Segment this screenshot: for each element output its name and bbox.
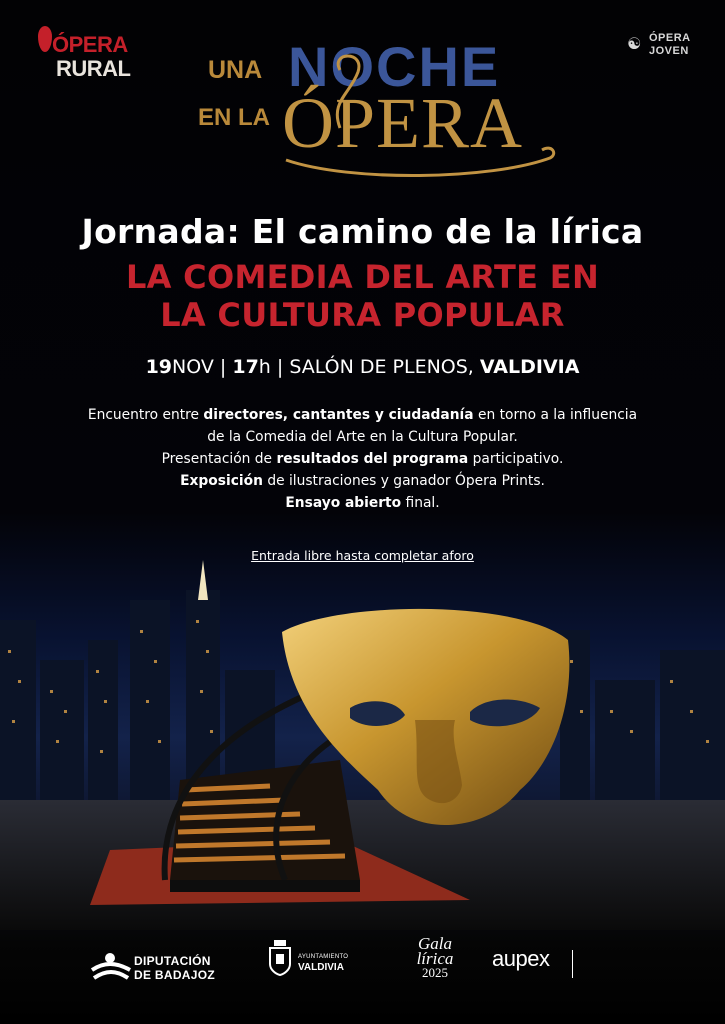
opera-joven-icon: ☯	[627, 34, 642, 53]
desc-l5b: final.	[401, 495, 440, 511]
event-title-opera: ÓPERA	[282, 83, 524, 163]
aupex-name: aupex	[492, 946, 550, 971]
gala-lirica-logo	[408, 936, 462, 996]
subtitle	[0, 258, 725, 334]
ayuntamiento-line2: VALDIVIA	[298, 962, 344, 973]
opera-joven-logo	[627, 30, 699, 60]
desc-l3b: resultados del programa	[276, 451, 469, 467]
opera-joven-line2: JOVEN	[649, 45, 689, 57]
diputacion-badajoz-logo	[90, 948, 220, 988]
description-line	[0, 492, 725, 514]
date-hour-suffix: h	[258, 356, 271, 378]
date-town: VALDIVIA	[479, 356, 580, 378]
desc-l1b: directores, cantantes y ciudadanía	[203, 407, 474, 423]
diputacion-icon	[90, 952, 132, 982]
opera-rural-logo	[36, 20, 131, 86]
date-sep1: |	[213, 356, 233, 378]
subtitle-line2: LA CULTURA POPULAR	[160, 296, 565, 334]
free-entry-note: Entrada libre hasta completar aforo	[251, 548, 474, 563]
gala-line3: 2025	[422, 965, 448, 980]
date-month: NOV	[172, 356, 214, 378]
city-mask-illustration	[0, 560, 725, 930]
description-line	[0, 470, 725, 492]
ayuntamiento-line1: AYUNTAMIENTO	[298, 954, 349, 960]
desc-l5a: Ensayo abierto	[285, 495, 402, 511]
event-title-logo	[190, 32, 570, 182]
event-description	[0, 404, 725, 514]
event-title-una: UNA	[208, 56, 263, 84]
opera-rural-logo-line1: ÓPERA	[52, 32, 128, 57]
desc-l1c: en torno a la influencia	[473, 407, 638, 423]
subtitle-line1: LA COMEDIA DEL ARTE EN	[125, 258, 600, 296]
date-day: 19	[145, 356, 173, 378]
desc-l4b: de ilustraciones y ganador Ópera Prints.	[262, 473, 545, 489]
description-line	[0, 448, 725, 470]
dateline	[0, 356, 725, 378]
diputacion-line1: DIPUTACIÓN	[134, 954, 211, 968]
desc-l4a: Exposición	[180, 473, 263, 489]
gala-line1: Gala	[418, 934, 452, 953]
opera-joven-line1: ÓPERA	[649, 32, 691, 44]
tower-spire	[198, 560, 208, 600]
title-swirl-icon	[190, 32, 570, 182]
ayuntamiento-valdivia-logo	[268, 940, 358, 990]
event-title-en-la: EN LA	[198, 104, 270, 131]
sponsor-bar	[0, 930, 725, 1024]
desc-l3c: participativo.	[468, 451, 564, 467]
date-sep2: |	[270, 356, 290, 378]
gala-line2: lírica	[416, 949, 454, 968]
opera-rural-drop-icon	[38, 26, 52, 52]
description-line	[0, 404, 725, 426]
diputacion-line2: DE BADAJOZ	[134, 968, 216, 982]
headline: Jornada: El camino de la lírica	[81, 212, 644, 251]
aupex-logo	[492, 946, 612, 986]
date-venue: SALÓN DE PLENOS,	[289, 356, 480, 378]
event-title-noche: NOCHE	[288, 35, 501, 98]
valdivia-shield-icon	[268, 940, 292, 976]
desc-l1a: Encuentro entre	[87, 407, 204, 423]
date-hour: 17	[232, 356, 259, 378]
aupex-divider	[572, 950, 573, 978]
description-line: de la Comedia del Arte en la Cultura Popular.	[207, 429, 518, 445]
opera-rural-logo-line2: RURAL	[56, 56, 131, 81]
desc-l3a: Presentación de	[161, 451, 277, 467]
